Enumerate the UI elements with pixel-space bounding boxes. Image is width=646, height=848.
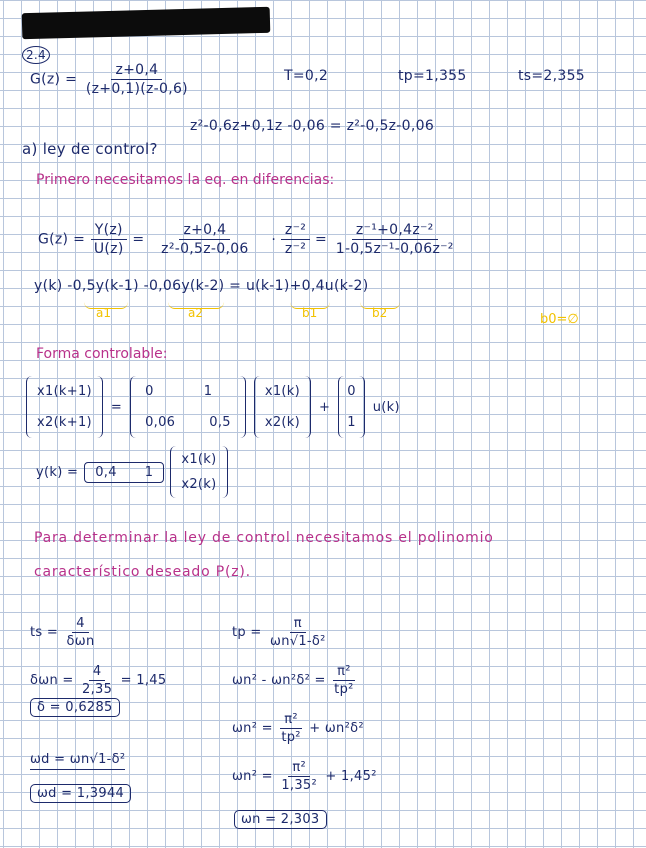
transfer-function: G(z) = $\frac{z+0,4}{(z+0,1)(z-0,6)}$ [30, 62, 188, 97]
wn-equation-step-1: ωn² - ωn²δ² = $\frac{\text{π²}}{\text{tp²}}$ [232, 664, 354, 697]
label-a1: a1 [96, 306, 111, 320]
sample-time: T=0,2 [284, 68, 329, 84]
control-law-text-2: característico deseado P(z). [34, 564, 251, 580]
dwn-formula: δωn = $\frac{4}{2,35}$ = 1,45 [30, 664, 167, 697]
delta-result: δ = 0,6285 [30, 700, 120, 715]
wn-equation-step-2: ωn² = $\frac{\text{π²}}{\text{tp²}}$ + ωn²δ² [232, 712, 364, 745]
wn-result: ωn = 2,303 [234, 812, 327, 827]
state-equation: x1(k+1) x2(k+1) = 0 1 0,06 0,5 x1(k) x2(k) + 0 1 u(k) [26, 376, 400, 438]
part-a-title: a) ley de control? [22, 140, 158, 158]
ts-formula: ts = $\frac{4}{\text{δωn}}$ [30, 616, 95, 649]
tp-formula: tp = $\frac{\pi}{\text{ωn√1-δ²}}$ [232, 616, 326, 649]
wd-formula: ωd = ωn√1-δ² [30, 752, 125, 770]
label-a2: a2 [188, 306, 203, 320]
redacted-name-bar [22, 7, 271, 39]
output-equation: y(k) = 0,4 1 x1(k) x2(k) [36, 446, 228, 498]
label-b2: b2 [372, 306, 388, 320]
settling-time: ts=2,355 [518, 68, 585, 84]
wn-equation-step-3: ωn² = $\frac{\text{π²}}{\text{1,35²}}$ + 1,45² [232, 760, 377, 793]
difference-equation: y(k) -0,5y(k-1) -0,06y(k-2) = u(k-1)+0,4u(k-2) [34, 278, 369, 294]
controllable-form-title: Forma controlable: [36, 346, 168, 362]
control-law-text-1: Para determinar la ley de control necesitamos el polinomio [34, 530, 494, 546]
b0-note: b0=∅ [540, 312, 579, 327]
step-difference-eq: Primero necesitamos la eq. en diferencias: [36, 172, 335, 188]
label-b1: b1 [302, 306, 318, 320]
tf-expansion: G(z) = $\frac{Y(z)}{U(z)}$ = $\frac{z+0,4}{\text{z²-0,5z-0,06}}$ · $\frac{\text{z⁻²}}{\text{z⁻²}}$ = $\frac{\text{z⁻¹+0,4z⁻²}}{\text{1-0,5z⁻¹-0,06z⁻²}}$ [38, 222, 454, 257]
denominator-expansion: z²-0,6z+0,1z -0,06 = z²-0,5z-0,06 [190, 118, 435, 134]
wd-result: ωd = 1,3944 [30, 786, 131, 801]
problem-number: 2.4 [22, 46, 50, 64]
peak-time: tp=1,355 [398, 68, 467, 84]
